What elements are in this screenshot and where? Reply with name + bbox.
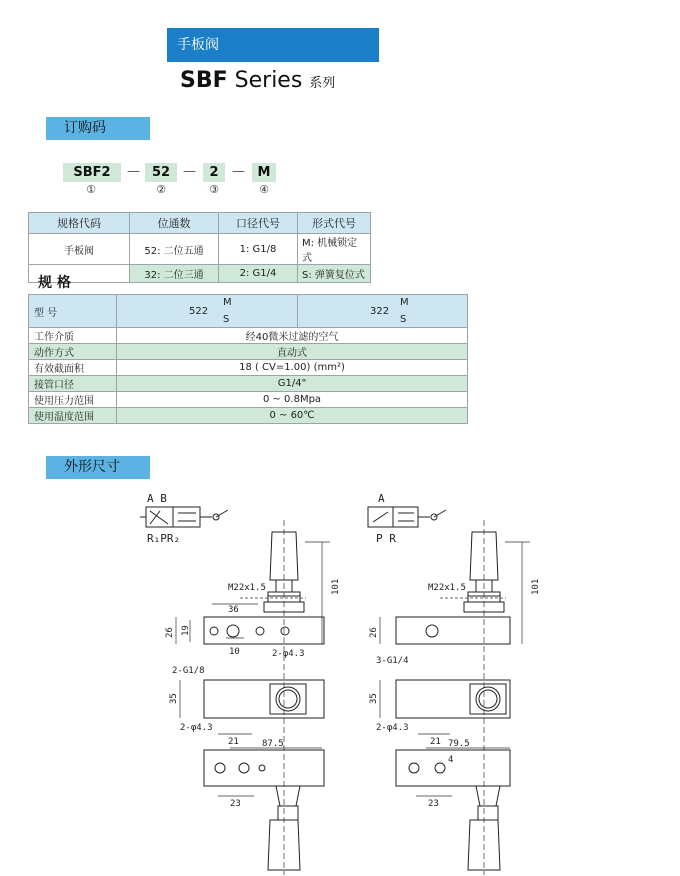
- spec-table: [28, 294, 468, 424]
- ordering-cell: 1: G1/8: [219, 234, 298, 265]
- left-d35: 35: [169, 693, 179, 704]
- dimension-drawings: [0, 480, 680, 876]
- code-dash: —: [232, 164, 245, 179]
- left-d21: 21: [228, 737, 239, 747]
- left-ports-top: A B: [147, 492, 167, 505]
- code-dash: —: [183, 164, 196, 179]
- series-title: [180, 68, 335, 93]
- right-d4: 4: [448, 755, 454, 765]
- spec-heading: 规 格: [38, 275, 71, 291]
- spec-model-522: [117, 295, 298, 328]
- ordering-tab: 订购码: [46, 117, 150, 140]
- right-ports: 3-G1/4: [376, 656, 409, 666]
- code-ways: 52: [145, 163, 177, 182]
- spec-label: 有效截面积: [29, 360, 117, 376]
- code-index: ③: [209, 183, 219, 196]
- spec-model-label: 型 号: [29, 295, 117, 328]
- spec-value: G1/4": [117, 376, 468, 392]
- left-d36: 36: [228, 605, 239, 615]
- left-body-top: [204, 680, 324, 718]
- code-index: ①: [86, 183, 96, 196]
- ordering-cell: 32: 二位三通: [130, 265, 219, 283]
- model-variant-m: M: [223, 297, 232, 308]
- ordering-table: [28, 212, 371, 283]
- right-d795: 79.5: [448, 739, 470, 749]
- left-d875: 87.5: [262, 739, 284, 749]
- left-ports-bottom: R₁PR₂: [147, 532, 181, 545]
- dimensions-tab: 外形尺寸: [46, 456, 150, 479]
- spec-value: 18 ( CV=1.00) (mm²): [117, 360, 468, 376]
- model-variant-m: M: [400, 297, 409, 308]
- code-model: SBF2: [63, 163, 121, 182]
- left-ports: 2-G1/8: [172, 666, 205, 676]
- right-thread: M22x1.5: [428, 583, 466, 593]
- spec-value: 经40微米过滤的空气: [117, 328, 468, 344]
- spec-model-322: [298, 295, 468, 328]
- right-d21: 21: [430, 737, 441, 747]
- model-number: 522: [189, 306, 209, 317]
- model-variant-s: S: [223, 314, 230, 325]
- left-body-bottom: [204, 750, 324, 870]
- right-d23: 23: [428, 799, 439, 809]
- right-height: 101: [531, 578, 541, 595]
- spec-value: 0 ~ 0.8Mpa: [117, 392, 468, 408]
- ordering-cell: M: 机械锁定式: [298, 234, 371, 265]
- ordering-header: 口径代号: [219, 213, 298, 234]
- series-bold: SBF: [180, 68, 228, 93]
- left-valve-symbol: [140, 507, 228, 527]
- series-name: Series: [227, 68, 310, 93]
- ordering-header: 位通数: [130, 213, 219, 234]
- model-variant-s: S: [400, 314, 407, 325]
- product-banner: 手板阀: [167, 28, 379, 62]
- ordering-header: 形式代号: [298, 213, 371, 234]
- model-number: 322: [370, 306, 390, 317]
- code-port: 2: [203, 163, 225, 182]
- code-index: ④: [259, 183, 269, 196]
- code-index: ②: [156, 183, 166, 196]
- right-d26: 26: [369, 627, 379, 638]
- right-body-bottom: [396, 750, 510, 870]
- spec-value: 直动式: [117, 344, 468, 360]
- left-body-front: [204, 617, 324, 644]
- left-d23: 23: [230, 799, 241, 809]
- ordering-cell: 手板阀: [29, 234, 130, 265]
- right-ports-top: A: [378, 492, 385, 505]
- left-height: 101: [331, 578, 341, 595]
- spec-label: 使用压力范围: [29, 392, 117, 408]
- right-dimension-lines: [380, 520, 530, 875]
- right-ports-bottom: P R: [376, 532, 396, 545]
- left-thread: M22x1.5: [228, 583, 266, 593]
- code-dash: —: [127, 164, 140, 179]
- left-holes: 2-φ4.3: [272, 649, 305, 659]
- right-d35: 35: [369, 693, 379, 704]
- spec-label: 动作方式: [29, 344, 117, 360]
- right-body-top: [396, 680, 510, 718]
- spec-label: 工作介质: [29, 328, 117, 344]
- ordering-cell: 52: 二位五通: [130, 234, 219, 265]
- spec-value: 0 ~ 60℃: [117, 408, 468, 424]
- series-suffix: 系列: [309, 76, 336, 91]
- left-d19: 19: [181, 625, 191, 636]
- left-d26: 26: [165, 627, 175, 638]
- ordering-cell: 2: G1/4: [219, 265, 298, 283]
- spec-label: 接管口径: [29, 376, 117, 392]
- right-valve-symbol: [368, 507, 446, 527]
- spec-label: 使用温度范围: [29, 408, 117, 424]
- ordering-cell: S: 弹簧复位式: [298, 265, 371, 283]
- ordering-header: 规格代码: [29, 213, 130, 234]
- left-dimension-lines: [176, 520, 330, 875]
- right-body-front: [396, 617, 510, 644]
- left-holes2: 2-φ4.3: [180, 723, 213, 733]
- code-type: M: [252, 163, 276, 182]
- left-d10: 10: [229, 647, 240, 657]
- right-holes2: 2-φ4.3: [376, 723, 409, 733]
